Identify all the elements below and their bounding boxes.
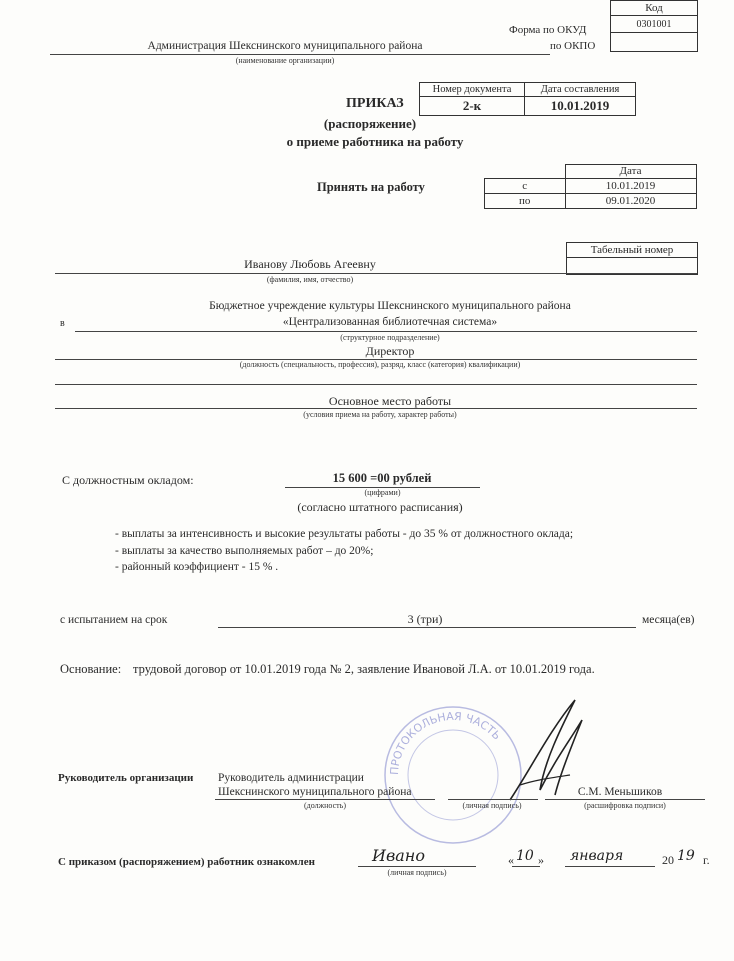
position-value: Директор (365, 344, 415, 358)
order-purpose: о приеме работника на работу (286, 134, 464, 149)
doc-date-value: 10.01.2019 (525, 97, 636, 116)
salary-value: 15 600 =00 рублей (332, 471, 432, 485)
document-page: Код 0301001 Форма по ОКУД по ОКПО Администрация Шекснинского муниципального района (наименование организации) Номер документа Дата составления 2-к 10.01.2019 ПРИКАЗ (распоряжение) о приеме работника на работу Принять на работу Дата с 10.01.2019 по 09.01.2020 Табельный номер Иванову Любовь Агеевну (фамилия, имя, отчество) в Бюджетное учреждение культуры Шекснинского муниципального района «Централизованная библиотечная система» (структурное подразделение) Директор (должность (специальность, профессия), разряд, класс (категория) квалификации) Основное место работы (условия приема на работу, характер работы) С должностным окладом: 15 600 =00 рублей (цифрами) (согласно штатного расписания) - выплаты за интенсивность и высокие результаты работы - до 35 % от должностного оклада; - выплаты за качество выполняемых работ – до 20%; - районный коэффициент - 15 % . с испытанием на срок 3 (три) месяца(ев) Основание: трудовой договор от 10.01.2019 года № 2, заявление Ивановой Л.А. от 10.01.2019 года. ПРОТОКОЛЬНАЯ ЧАСТЬ Руководитель организации Руководитель администрации Шекснинского муниципального района (должность) (личная подпись) С.М. Меньшиков (расшифровка подписи) С приказом (распоряжением) работник ознакомлен Ивано (личная подпись) « 10 » января 20 19 г. (0, 0, 734, 961)
conditions-value: Основное место работы (328, 394, 452, 408)
head-position-line (215, 799, 435, 800)
basis-text: трудовой договор от 10.01.2019 года № 2, заявление Ивановой Л.А. от 10.01.2019 года. (133, 662, 595, 676)
ack-signature-line (358, 866, 476, 867)
to-date: 09.01.2020 (565, 193, 696, 208)
tab-number-value (567, 258, 698, 275)
trial-line (218, 627, 636, 628)
order-title: ПРИКАЗ (346, 96, 404, 111)
ack-signature-caption: (личная подпись) (387, 868, 447, 877)
ack-day-line (512, 866, 540, 867)
in-label: в (60, 318, 65, 329)
tab-number-label: Табельный номер (567, 243, 698, 258)
unit-line (75, 331, 697, 332)
svg-text:ПРОТОКОЛЬНАЯ ЧАСТЬ (388, 710, 503, 775)
ack-month: января (570, 848, 624, 864)
bonus-bullet-3: - районный коэффициент - 15 % . (115, 561, 279, 573)
doc-number-label: Номер документа (420, 83, 525, 97)
organization-name: Администрация Шекснинского муниципального района (147, 40, 423, 52)
okpo-label: по ОКПО (550, 40, 596, 52)
kod-header: Код (611, 1, 698, 16)
position-line-2 (55, 384, 697, 385)
trial-label: с испытанием на срок (60, 614, 168, 626)
stamp-text: ПРОТОКОЛЬНАЯ ЧАСТЬ (387, 709, 504, 776)
head-position-line2: Шекснинского муниципального района (218, 786, 412, 798)
salary-note: (согласно штатного расписания) (297, 500, 463, 514)
from-label: с (485, 178, 566, 193)
conditions-line (55, 408, 697, 409)
ack-year-prefix: 20 (662, 853, 674, 867)
to-label: по (485, 193, 566, 208)
employee-name-line (55, 273, 697, 274)
okud-code-table (610, 0, 698, 52)
date-header: Дата (565, 165, 696, 179)
unit-caption: (структурное подразделение) (340, 333, 440, 342)
ack-month-line (565, 866, 655, 867)
head-name-line (545, 799, 705, 800)
unit-line2: «Централизованная библиотечная система» (282, 316, 498, 328)
signature-caption: (личная подпись) (462, 801, 522, 810)
head-name: С.М. Меньшиков (577, 786, 663, 798)
basis-label: Основание: (60, 662, 122, 676)
doc-date-label: Дата составления (525, 83, 636, 97)
okpo-value (611, 33, 698, 52)
bonus-bullet-1: - выплаты за интенсивность и высокие результаты работы - до 35 % от должностного оклада; (115, 528, 574, 540)
hire-label: Принять на работу (317, 180, 425, 194)
position-caption: (должность (специальность, профессия), разряд, класс (категория) квалификации) (239, 360, 521, 369)
ack-day: 10 (516, 848, 534, 864)
head-position-line1: Руководитель администрации (218, 772, 364, 784)
trial-value: 3 (три) (407, 612, 443, 626)
okud-value: 0301001 (611, 16, 698, 33)
employee-name: Иванову Любовь Агеевну (244, 257, 376, 271)
salary-caption: (цифрами) (364, 488, 401, 497)
position-caption: (должность) (304, 801, 346, 810)
conditions-caption: (условия приема на работу, характер работы) (303, 410, 457, 419)
trial-unit: месяца(ев) (642, 614, 695, 626)
ack-year-unit: г. (703, 853, 710, 867)
order-subtitle: (распоряжение) (323, 116, 417, 131)
ack-label: С приказом (распоряжением) работник ознакомлен (58, 856, 315, 868)
employee-name-caption: (фамилия, имя, отчество) (266, 275, 354, 284)
from-date: 10.01.2019 (565, 178, 696, 193)
hire-dates-table (484, 164, 697, 209)
salary-label: С должностным окладом: (62, 473, 194, 487)
ack-signature: Ивано (372, 846, 425, 865)
doc-number-value: 2-к (420, 97, 525, 116)
unit-line1: Бюджетное учреждение культуры Шекснинского муниципального района (209, 300, 571, 312)
doc-number-table (419, 82, 636, 116)
head-label: Руководитель организации (58, 772, 194, 784)
tab-number-table (566, 242, 698, 275)
head-signature-line (448, 799, 538, 800)
okud-label: Форма по ОКУД (509, 24, 587, 36)
organization-line (50, 54, 550, 55)
bonus-bullet-2: - выплаты за качество выполняемых работ – до 20%; (115, 545, 374, 557)
ack-year-suffix: 19 (677, 848, 695, 864)
name-caption: (расшифровка подписи) (584, 801, 666, 810)
organization-caption: (наименование организации) (235, 56, 335, 65)
